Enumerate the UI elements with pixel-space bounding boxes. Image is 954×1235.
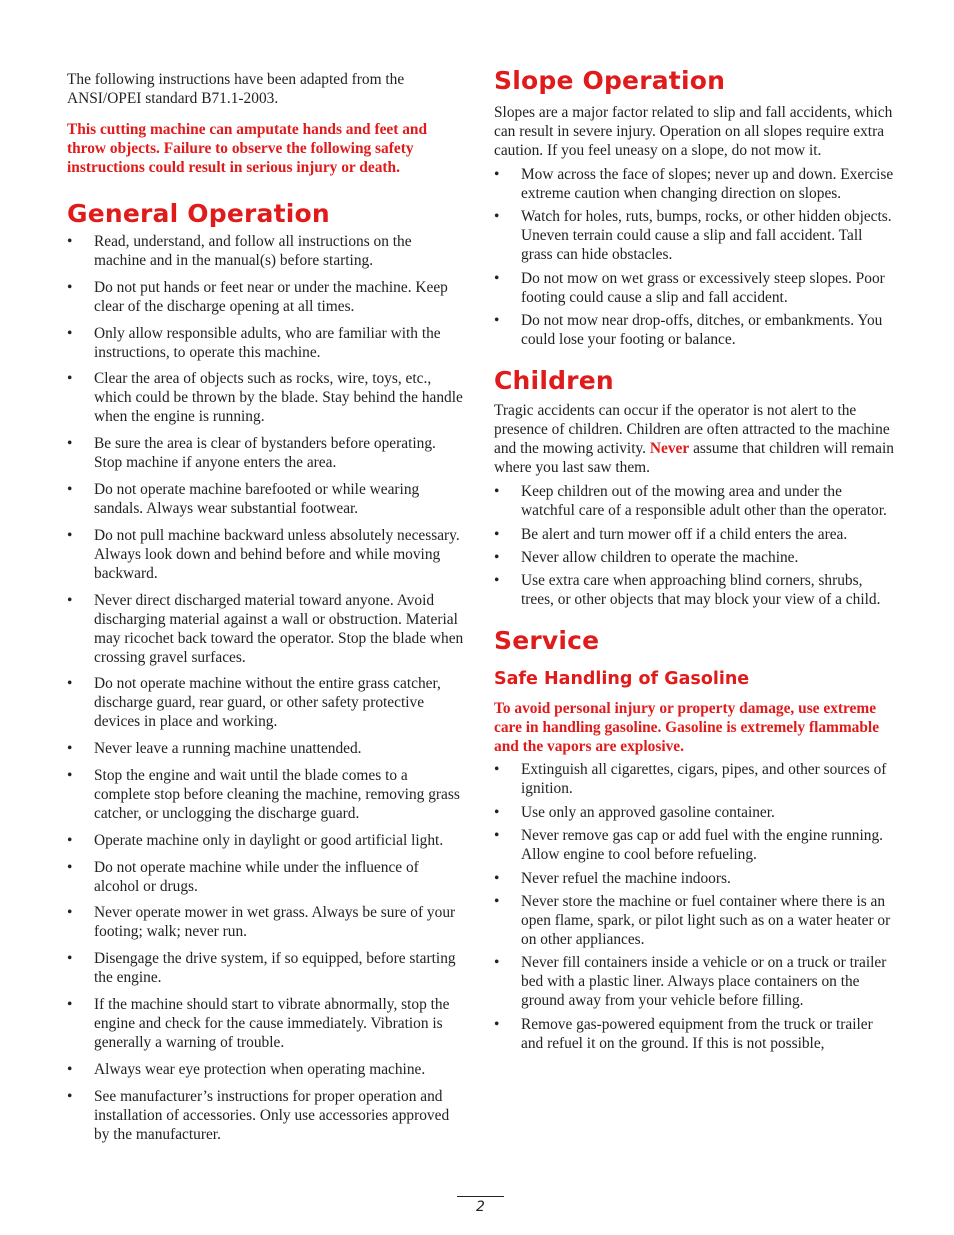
bullet-icon: • xyxy=(494,954,500,972)
children-heading: Children xyxy=(494,366,614,396)
children-intro-a: Tragic accidents can occur if the operator is not alert to the presence of children. Children are often attracted to the machine and the mowing activity. xyxy=(494,402,890,458)
list-item xyxy=(494,207,894,264)
list-item xyxy=(67,278,467,316)
general-operation-heading: General Operation xyxy=(67,199,330,228)
list-item-text: Never operate mower in wet grass. Always be sure of your footing; walk; never run. xyxy=(94,904,456,941)
bullet-icon: • xyxy=(67,766,73,784)
list-item xyxy=(67,369,467,426)
list-item-text: Always wear eye protection when operating machine. xyxy=(94,1060,426,1078)
list-item xyxy=(67,526,467,583)
list-item xyxy=(494,826,894,864)
list-item-text: Do not mow on wet grass or excessively steep slopes. Poor footing could cause a slip and fall accident. xyxy=(521,269,885,306)
list-item-text: Use extra care when approaching blind corners, shrubs, trees, or other objects that may block your view of a child. xyxy=(521,572,881,609)
list-item xyxy=(67,858,467,896)
list-item-text: Do not pull machine backward unless absolutely necessary. Always look down and behind before and while moving backward. xyxy=(94,526,460,582)
list-item-text: Mow across the face of slopes; never up and down. Exercise extreme caution when changing direction on slopes. xyxy=(521,166,894,202)
list-item-text: If the machine should start to vibrate abnormally, stop the engine and check for the cause immediately. Vibration is generally a warning of trouble. xyxy=(94,995,450,1051)
bullet-icon: • xyxy=(67,1060,73,1078)
service-heading: Service xyxy=(494,626,600,656)
list-item xyxy=(67,434,467,472)
list-item-text: Never fill containers inside a vehicle or on a truck or trailer bed with a plastic liner. Always place containers on the ground away from your vehicle before filling. xyxy=(521,954,887,1010)
list-item-text: Never allow children to operate the machine. xyxy=(521,548,799,566)
left-column xyxy=(67,66,467,1151)
bullet-icon: • xyxy=(494,483,500,501)
bullet-icon: • xyxy=(67,904,73,922)
children-intro-b: assume that children will remain where you last saw them. xyxy=(494,440,894,477)
list-item xyxy=(494,269,894,307)
list-item xyxy=(67,949,467,987)
bullet-icon: • xyxy=(494,312,500,330)
bullet-icon: • xyxy=(67,740,73,758)
list-item-text: Do not operate machine barefooted or while wearing sandals. Always wear substantial footwear. xyxy=(94,480,420,517)
list-item xyxy=(494,1015,894,1053)
list-item xyxy=(67,831,467,850)
bullet-icon: • xyxy=(494,548,500,566)
bullet-icon: • xyxy=(494,525,500,543)
list-item xyxy=(67,995,467,1052)
list-item-text: Clear the area of objects such as rocks, wire, toys, etc., which could be thrown by the blade. Stay behind the handle when the engine is running. xyxy=(94,370,463,426)
list-item-text: Never store the machine or fuel container where there is an open flame, spark, or pilot light such as on a water heater or on other appliances. xyxy=(521,892,891,948)
slope-list xyxy=(494,165,894,349)
bullet-icon: • xyxy=(67,480,73,498)
bullet-icon: • xyxy=(67,950,73,968)
bullet-icon: • xyxy=(494,572,500,590)
bullet-icon: • xyxy=(494,761,500,779)
bullet-icon: • xyxy=(67,370,73,388)
right-column xyxy=(494,66,894,1057)
list-item xyxy=(67,1087,467,1144)
children-list xyxy=(494,482,894,609)
gasoline-warning: To avoid personal injury or property damage, use extreme care in handling gasoline. Gasoline is extremely flammable and the vapors are explosive. xyxy=(494,700,880,756)
safety-warning: This cutting machine can amputate hands and feet and throw objects. Failure to observe the following safety instructions could result in serious injury or death. xyxy=(67,121,428,176)
bullet-icon: • xyxy=(494,827,500,845)
bullet-icon: • xyxy=(67,1087,73,1105)
bullet-icon: • xyxy=(67,995,73,1013)
list-item-text: Watch for holes, ruts, bumps, rocks, or other hidden objects. Uneven terrain could cause a slip and fall accident. Tall grass can hide obstacles. xyxy=(521,208,892,264)
bullet-icon: • xyxy=(67,831,73,849)
list-item xyxy=(67,480,467,518)
list-item xyxy=(494,548,894,567)
bullet-icon: • xyxy=(67,526,73,544)
list-item-text: Keep children out of the mowing area and under the watchful care of a responsible adult other than the operator. xyxy=(521,483,887,520)
list-item-text: See manufacturer’s instructions for proper operation and installation of accessories. Only use accessories approved by the manufacturer. xyxy=(94,1087,450,1143)
intro-paragraph: The following instructions have been adapted from the ANSI/OPEI standard B71.1-2003. xyxy=(67,71,405,107)
list-item-text: Be alert and turn mower off if a child enters the area. xyxy=(521,525,848,543)
list-item xyxy=(494,165,894,203)
list-item-text: Read, understand, and follow all instructions on the machine and in the manual(s) before starting. xyxy=(94,233,412,269)
list-item-text: Remove gas-powered equipment from the truck or trailer and refuel it on the ground. If this is not possible, xyxy=(521,1015,873,1052)
list-item-text: Do not operate machine while under the influence of alcohol or drugs. xyxy=(94,858,419,895)
list-item-text: Use only an approved gasoline container. xyxy=(521,803,775,821)
list-item-text: Do not mow near drop-offs, ditches, or embankments. You could lose your footing or balance. xyxy=(521,312,883,349)
list-item-text: Be sure the area is clear of bystanders before operating. Stop machine if anyone enters the area. xyxy=(94,435,436,472)
children-intro xyxy=(494,401,894,477)
list-item xyxy=(494,953,894,1010)
never-emphasis: Never xyxy=(649,440,690,458)
list-item-text: Never remove gas cap or add fuel with the engine running. Allow engine to cool before refueling. xyxy=(521,827,883,864)
bullet-icon: • xyxy=(494,166,500,183)
list-item xyxy=(494,869,894,888)
bullet-icon: • xyxy=(494,803,500,821)
list-item xyxy=(494,525,894,544)
bullet-icon: • xyxy=(494,269,500,287)
list-item xyxy=(494,482,894,520)
gasoline-list xyxy=(494,760,894,1052)
slope-operation-heading: Slope Operation xyxy=(494,66,726,95)
list-item xyxy=(494,311,894,349)
list-item xyxy=(494,803,894,822)
bullet-icon: • xyxy=(67,233,73,250)
bullet-icon: • xyxy=(494,869,500,887)
list-item xyxy=(67,232,467,270)
list-item xyxy=(494,571,894,609)
list-item xyxy=(494,892,894,949)
list-item-text: Never direct discharged material toward anyone. Avoid discharging material against a wall or obstruction. Material may ricochet back toward the operator. Stop the blade when crossing gravel surfaces. xyxy=(94,591,464,666)
list-item-text: Do not put hands or feet near or under the machine. Keep clear of the discharge opening at all times. xyxy=(94,278,448,315)
bullet-icon: • xyxy=(67,435,73,453)
list-item-text: Stop the engine and wait until the blade comes to a complete stop before cleaning the machine, removing grass catcher, or unclogging the discharge guard. xyxy=(94,766,460,822)
list-item-text: Disengage the drive system, if so equipped, before starting the engine. xyxy=(94,950,456,987)
list-item xyxy=(67,591,467,667)
list-item-text: Operate machine only in daylight or good artificial light. xyxy=(94,831,444,849)
list-item-text: Never refuel the machine indoors. xyxy=(521,869,731,887)
list-item xyxy=(494,760,894,798)
list-item-text: Extinguish all cigarettes, cigars, pipes, and other sources of ignition. xyxy=(521,761,887,798)
bullet-icon: • xyxy=(494,208,500,226)
list-item xyxy=(67,324,467,362)
bullet-icon: • xyxy=(67,591,73,609)
bullet-icon: • xyxy=(67,675,73,693)
list-item xyxy=(67,903,467,941)
list-item-text: Never leave a running machine unattended. xyxy=(94,740,362,758)
bullet-icon: • xyxy=(67,278,73,296)
list-item-text: Do not operate machine without the entire grass catcher, discharge guard, rear guard, or other safety protective devices in place and working. xyxy=(94,675,441,731)
general-operation-list xyxy=(67,232,467,1144)
slope-intro: Slopes are a major factor related to slip and fall accidents, which can result in severe injury. Operation on all slopes require extra caution. If you feel uneasy on a slope, do not mow it. xyxy=(494,104,893,159)
page-number: 2 xyxy=(476,1199,485,1215)
list-item-text: Only allow responsible adults, who are familiar with the instructions, to operate this machine. xyxy=(94,324,441,361)
list-item xyxy=(67,1060,467,1079)
footer-rule xyxy=(457,1196,504,1197)
gasoline-heading: Safe Handling of Gasoline xyxy=(494,669,750,690)
bullet-icon: • xyxy=(67,324,73,342)
bullet-icon: • xyxy=(494,892,500,910)
list-item xyxy=(67,674,467,731)
list-item xyxy=(67,739,467,758)
list-item xyxy=(67,766,467,823)
bullet-icon: • xyxy=(494,1015,500,1033)
bullet-icon: • xyxy=(67,858,73,876)
